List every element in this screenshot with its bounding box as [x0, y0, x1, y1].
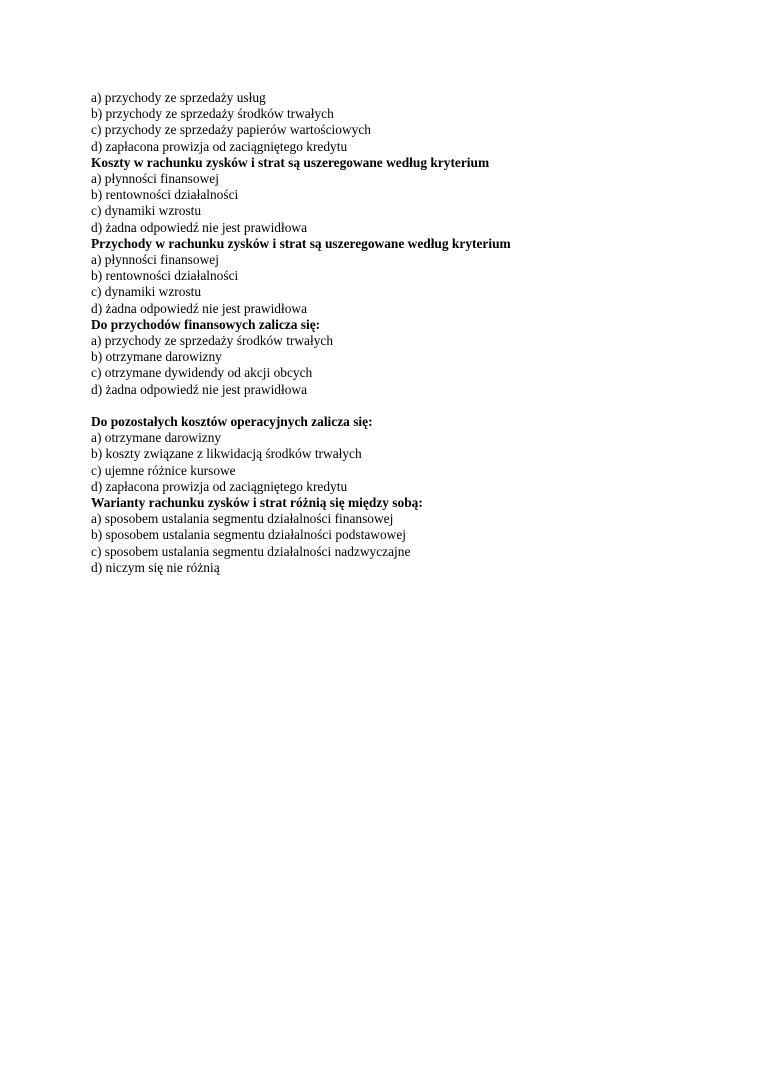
blank-line [91, 398, 691, 414]
answer-option: b) rentowności działalności [91, 268, 239, 284]
answer-option: d) zapłacona prowizja od zaciągniętego kredytu [91, 478, 348, 494]
answer-option: c) ujemne różnice kursowe [91, 462, 236, 478]
answer-option: b) sposobem ustalania segmentu działalności podstawowej [91, 527, 406, 543]
answer-option: c) dynamiki wzrostu [91, 203, 202, 219]
question-text: Do przychodów finansowych zalicza się: [91, 316, 321, 332]
answer-option: a) przychody ze sprzedaży usług [91, 90, 266, 105]
question-block-6 [91, 495, 691, 576]
answer-option: c) dynamiki wzrostu [91, 284, 202, 300]
answer-option: b) rentowności działalności [91, 187, 239, 203]
question-text: Koszty w rachunku zysków i strat są uszeregowane według kryterium [91, 154, 490, 170]
answer-option: a) sposobem ustalania segmentu działalności finansowej [91, 511, 394, 527]
question-block-5 [91, 414, 691, 495]
answer-option: a) przychody ze sprzedaży środków trwałych [91, 333, 334, 349]
answer-option: d) żadna odpowiedź nie jest prawidłowa [91, 219, 308, 235]
question-block-2 [91, 155, 691, 236]
answer-option: c) sposobem ustalania segmentu działalności nadzwyczajne [91, 543, 411, 559]
answer-option: c) przychody ze sprzedaży papierów wartościowych [91, 122, 371, 138]
answer-option: a) otrzymane darowizny [91, 430, 222, 446]
question-text: Warianty rachunku zysków i strat różnią się między sobą: [91, 495, 423, 511]
answer-option: b) przychody ze sprzedaży środków trwałych [91, 106, 334, 122]
question-text: Do pozostałych kosztów operacyjnych zalicza się: [91, 414, 373, 430]
answer-option: b) koszty związane z likwidacją środków trwałych [91, 446, 362, 462]
question-text: Przychody w rachunku zysków i strat są uszeregowane według kryterium [91, 235, 511, 251]
answer-option: b) otrzymane darowizny [91, 349, 222, 365]
answer-option: d) żadna odpowiedź nie jest prawidłowa [91, 381, 308, 397]
page-content [91, 90, 691, 576]
question-block-4 [91, 317, 691, 398]
answer-option: c) otrzymane dywidendy od akcji obcych [91, 365, 313, 381]
answer-option: a) płynności finansowej [91, 171, 219, 187]
answer-option: d) niczym się nie różnią [91, 559, 220, 575]
answer-option: d) żadna odpowiedź nie jest prawidłowa [91, 300, 308, 316]
question-block-1 [91, 90, 691, 155]
answer-option: d) zapłacona prowizja od zaciągniętego kredytu [91, 138, 348, 154]
answer-option: a) płynności finansowej [91, 252, 219, 268]
question-block-3 [91, 236, 691, 317]
